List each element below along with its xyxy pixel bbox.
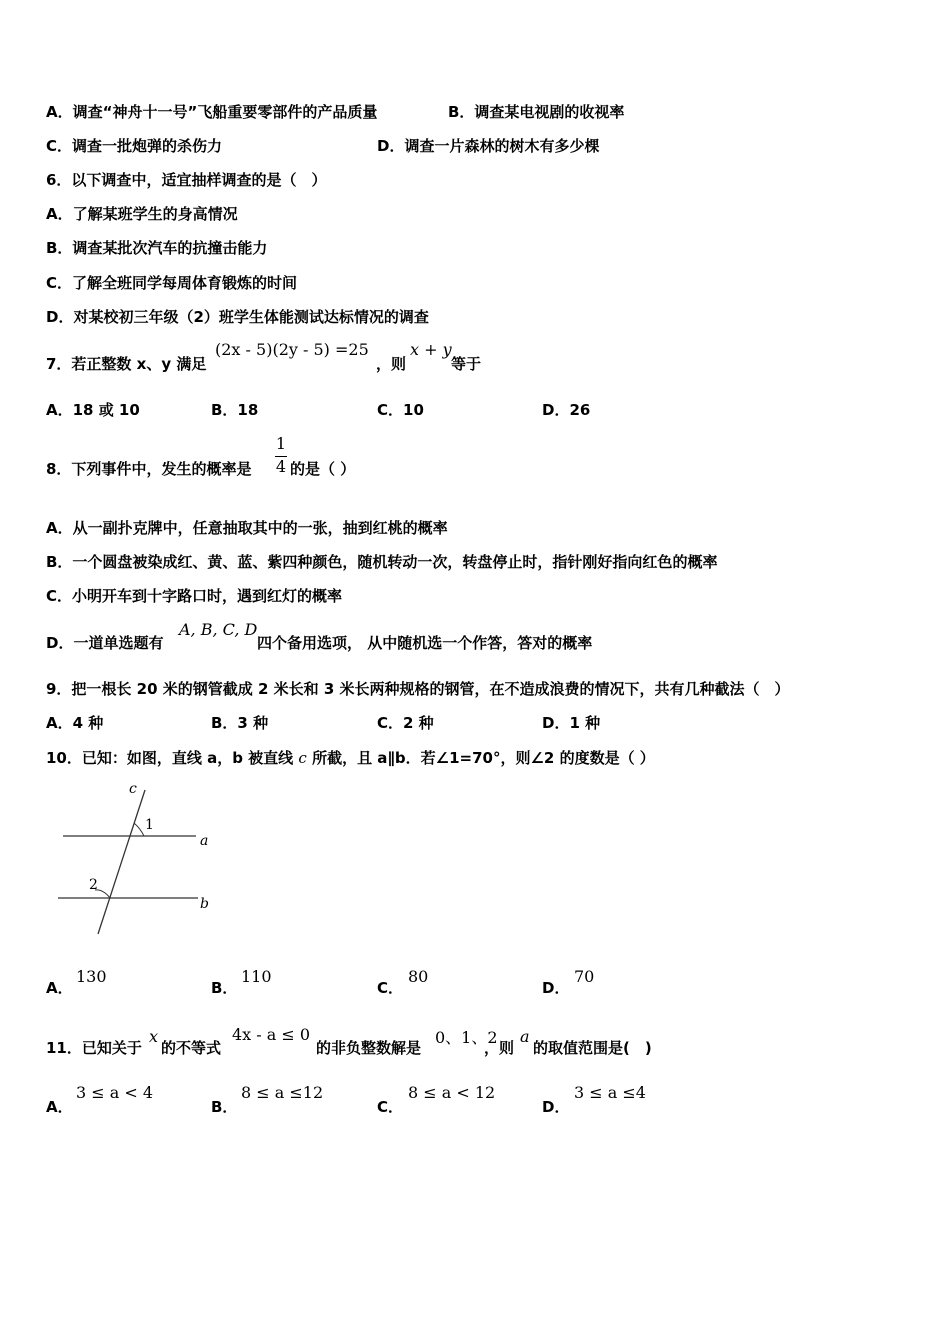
q6-stem: 6．以下调查中，适宜抽样调查的是（ ） (46, 171, 327, 189)
q7-expression: x + y (410, 340, 452, 359)
q10-stem (46, 748, 655, 768)
q8-option-a: A．从一副扑克牌中，任意抽取其中的一张，抽到红桃的概率 (46, 519, 448, 537)
q8-option-d-math: A, B, C, D (179, 620, 258, 639)
q10-option-d-label: D． (542, 979, 570, 997)
q7-stem-a: 7．若正整数 x、y 满足 (46, 355, 207, 373)
q11-option-a-label: A． (46, 1098, 73, 1116)
q7-option-c: C．10 (377, 401, 424, 419)
q10-stem-b: 所截，且 a∥b．若∠1=70°，则∠2 的度数是（ ） (312, 749, 655, 767)
q10-stem-a: 10．已知：如图，直线 a，b 被直线 (46, 749, 294, 767)
q7-option-d: D．26 (542, 401, 591, 419)
q11-stem-d: ，则 (484, 1039, 515, 1057)
q7-stem-b: ，则 (376, 355, 407, 373)
q11-stem-b: 的不等式 (161, 1039, 222, 1057)
fig-label-c: c (129, 781, 137, 797)
q11-option-d-value: 3 ≤ a ≤4 (574, 1083, 646, 1102)
q10-option-a-value: 130 (76, 967, 107, 986)
q8-option-c: C．小明开车到十字路口时，遇到红灯的概率 (46, 587, 343, 605)
q8-stem-b: 的是（ ） (290, 460, 356, 478)
q10-figure (50, 780, 220, 940)
q11-a: a (520, 1027, 530, 1046)
q7-option-a: A．18 或 10 (46, 401, 140, 419)
q10-option-c-label: C． (377, 979, 404, 997)
q11-option-b-label: B． (211, 1098, 238, 1116)
q7-equation: (2x - 5)(2y - 5) =25 (215, 340, 369, 359)
q8-option-d-b: 四个备用选项， 从中随机选一个作答，答对的概率 (257, 634, 593, 652)
q7-stem-c: 等于 (451, 355, 482, 373)
q11-option-c-label: C． (377, 1098, 404, 1116)
q11-option-a-value: 3 ≤ a < 4 (76, 1083, 154, 1102)
q10-option-b-value: 110 (241, 967, 272, 986)
q6-option-b: B．调查某批次汽车的抗撞击能力 (46, 239, 268, 257)
q5-option-b: B．调查某电视剧的收视率 (448, 103, 625, 121)
q11-x: x (149, 1027, 159, 1046)
q11-solutions: 0、1、2 (435, 1028, 498, 1047)
q11-stem-e: 的取值范围是( ) (533, 1039, 652, 1057)
q10-option-b-label: B． (211, 979, 238, 997)
q7-option-b: B．18 (211, 401, 259, 419)
q9-option-d: D．1 种 (542, 714, 601, 732)
q8-fraction-numerator: 1 (275, 434, 287, 453)
q6-option-a: A．了解某班学生的身高情况 (46, 205, 238, 223)
q11-option-c-value: 8 ≤ a < 12 (408, 1083, 496, 1102)
fig-label-b: b (200, 896, 209, 912)
q10-option-a-label: A． (46, 979, 73, 997)
q9-option-a: A．4 种 (46, 714, 104, 732)
q6-option-c: C．了解全班同学每周体育锻炼的时间 (46, 274, 298, 292)
q8-option-d-a: D．一道单选题有 (46, 634, 164, 652)
q11-option-d-label: D． (542, 1098, 570, 1116)
q11-stem-a: 11．已知关于 (46, 1039, 142, 1057)
fig-label-1: 1 (145, 817, 154, 833)
q8-stem-a: 8．下列事件中，发生的概率是 (46, 460, 252, 478)
q5-option-c: C．调查一批炮弹的杀伤力 (46, 137, 223, 155)
q9-stem: 9．把一根长 20 米的钢管截成 2 米长和 3 米长两种规格的钢管，在不造成浪费的情况下，共有几种截法（ ） (46, 680, 790, 698)
fig-label-a: a (200, 833, 209, 849)
q10-stem-c: c (298, 749, 307, 767)
q11-inequality: 4x - a ≤ 0 (232, 1025, 311, 1044)
q10-option-c-value: 80 (408, 967, 429, 986)
q8-fraction-denominator: 4 (275, 457, 287, 476)
q7-stem (46, 354, 206, 374)
q9-option-c: C．2 种 (377, 714, 434, 732)
angle-1-arc (134, 823, 144, 836)
q5-option-d: D．调查一片森林的树木有多少棵 (377, 137, 600, 155)
q8-option-b: B．一个圆盘被染成红、黄、蓝、紫四种颜色，随机转动一次，转盘停止时，指针刚好指向红色的概率 (46, 553, 718, 571)
q9-option-b: B．3 种 (211, 714, 269, 732)
q11-stem-c: 的非负整数解是 (316, 1039, 422, 1057)
q6-option-d: D．对某校初三年级（2）班学生体能测试达标情况的调查 (46, 308, 429, 326)
q11-option-b-value: 8 ≤ a ≤12 (241, 1083, 324, 1102)
q5-option-a: A．调查“神舟十一号”飞船重要零部件的产品质量 (46, 103, 378, 121)
q10-option-d-value: 70 (574, 967, 595, 986)
fig-label-2: 2 (89, 877, 98, 893)
line-c (98, 790, 145, 934)
